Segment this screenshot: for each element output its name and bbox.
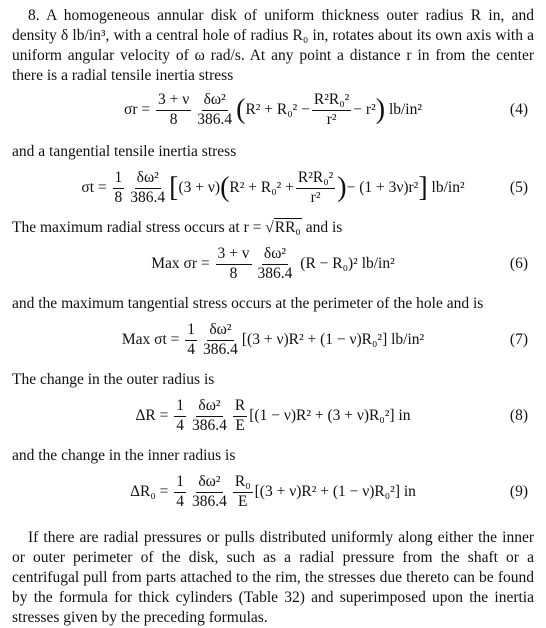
equation-7	[0, 316, 546, 364]
equation-6	[0, 240, 546, 288]
eq4-lhs: σr =	[123, 101, 151, 118]
eq8-frac2: $\frac{\text{δω²}}{386.4}$	[192, 397, 227, 434]
eq9-rest: [(3 + ν)R² + (1 − ν)R₀²] in	[254, 483, 416, 500]
eq4-unit: lb/in²	[388, 101, 423, 118]
eq4-frac1: $\frac{3 + \nu}{8}$	[157, 91, 190, 128]
eq7-lhs: Max σt =	[121, 331, 180, 348]
eq9-frac1: $\frac{1}{4}$	[176, 473, 185, 510]
eq8-rest: [(1 − ν)R² + (3 + ν)R₀²] in	[249, 407, 411, 424]
equation-9	[0, 468, 546, 516]
eq8-frac3: $\frac{R}{E}$	[234, 397, 246, 434]
eq5-number: (5)	[509, 179, 528, 196]
eq9-frac3: $\frac{\text{R₀}}{E}$	[234, 473, 251, 510]
eq4-paren-b: − r²	[353, 101, 376, 118]
eq7-frac1: $\frac{1}{4}$	[187, 321, 196, 358]
eq5-term-c: − (1 + 3ν)r²	[346, 179, 419, 196]
eq7-number: (7)	[509, 331, 528, 348]
equation-5: σt = $\frac{1}{8}$ $\frac{\text{δω²}}{386.4}$ [ (3 + ν) ( R² + R₀² + $\frac{\text{R²R₀²}}{\text{r²}}$ ) − (1 + 3ν)r² ] lb/in² (5)	[81, 169, 528, 206]
eq4-paren-a: R² + R₀² −	[245, 101, 310, 118]
eq5-frac3: $\frac{\text{R²R₀²}}{\text{r²}}$	[297, 169, 334, 206]
eq8-frac1: $\frac{1}{4}$	[176, 397, 185, 434]
equation-4: σr = $\frac{3 + \nu}{8}$ $\frac{\text{δω²}}{386.4}$ ( R² + R₀² − $\frac{\text{R²R₀²}}{\text{r²}}$ − r² ) lb/in² (4)	[123, 91, 528, 128]
eq5-term-a: (3 + ν)	[178, 179, 221, 196]
max-tangential-text: and the maximum tangential stress occurs at the perimeter of the hole and is	[12, 295, 484, 312]
eq9-frac2: $\frac{\text{δω²}}{386.4}$	[192, 473, 227, 510]
eq5-frac2: $\frac{\text{δω²}}{386.4}$	[130, 169, 166, 206]
eq6-frac1: $\frac{3 + v}{8}$	[217, 245, 250, 282]
eq9-lhs: ΔR₀ =	[130, 483, 169, 500]
eq7-frac2: $\frac{\text{δω²}}{386.4}$	[203, 321, 238, 358]
eq5-frac1: $\frac{1}{8}$	[114, 169, 123, 206]
eq6-frac2: $\frac{\text{δω²}}{386.4}$	[257, 245, 293, 282]
outer-radius-text: The change in the outer radius is	[12, 371, 215, 388]
eq9-number: (9)	[509, 483, 528, 500]
eq4-frac2: $\frac{\text{δω²}}{386.4}$	[197, 91, 233, 128]
inner-radius-text: and the change in the inner radius is	[12, 447, 236, 464]
eq5-lhs: σt =	[81, 179, 107, 196]
eq5-unit: lb/in²	[431, 179, 465, 196]
eq6-number: (6)	[509, 255, 528, 272]
tangential-text: and a tangential tensile inertia stress	[12, 143, 237, 160]
eq5-term-b: R² + R₀² +	[229, 179, 294, 196]
eq4-frac3: $\frac{\text{R²R₀²}}{\text{r²}}$	[313, 91, 350, 128]
eq8-number: (8)	[509, 407, 528, 424]
eq6-lhs: Max σr =	[151, 255, 210, 272]
max-radial-text: The maximum radial stress occurs at r = √RR₀ and is	[12, 219, 343, 236]
eq8-lhs: ΔR =	[135, 407, 169, 424]
equation-8	[0, 392, 546, 440]
closing-paragraph: If there are radial pressures or pulls distributed uniformly along either the inner or outer perimeter of the disk, such as a radial pressure from the shaft or a centrifugal pull from parts attached to the rim, the stresses due thereto can be found by the formula for thick cylinders (Table 32) and superimposed upon the inertia stresses given by the preceding formulas.	[12, 529, 534, 626]
eq7-rest: [(3 + ν)R² + (1 − ν)R₀²] lb/in²	[241, 331, 425, 348]
intro-paragraph: 8. A homogeneous annular disk of uniform thickness outer radius R in, and density δ lb/in³, with a central hole of radius R₀ in, rotates about its own axis with a uniform angular velocity of ω rad/s. At any point a distance r in from the center there is a radial tensile inertia stress	[12, 7, 534, 84]
eq4-number: (4)	[509, 101, 528, 118]
eq6-rest: (R − R₀)² lb/in²	[300, 255, 395, 272]
